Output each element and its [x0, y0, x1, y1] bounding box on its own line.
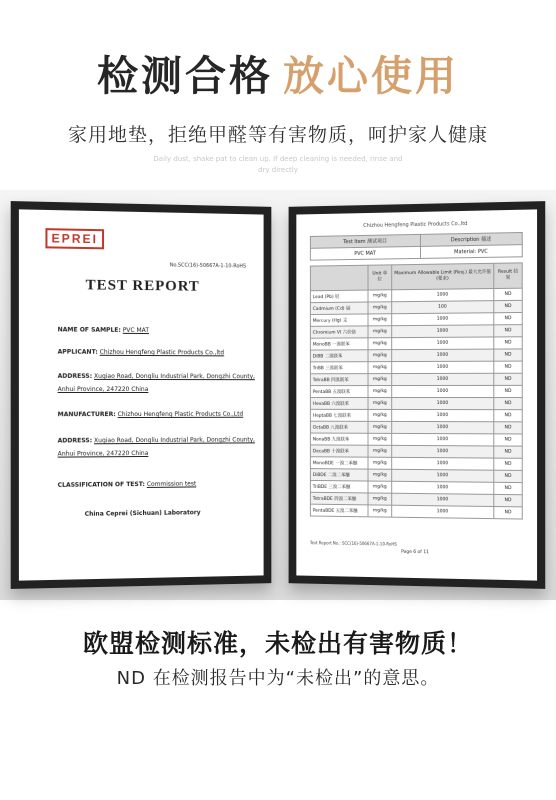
cell-result: ND: [494, 288, 522, 300]
table-row: [310, 504, 522, 519]
cell-item: HexaBB 六溴联苯: [310, 397, 368, 409]
cell-limit: 1000: [392, 325, 494, 338]
cell-limit: 1000: [392, 445, 494, 458]
cell-limit: 1000: [392, 409, 494, 421]
cell-result: ND: [494, 385, 522, 397]
cell-result: ND: [494, 373, 522, 385]
table-row: [310, 421, 522, 434]
cell-limit: 1000: [392, 337, 494, 350]
table-row: [310, 373, 522, 385]
table-row: [310, 361, 522, 374]
cell-item: DiBDE 二溴二苯醚: [310, 469, 368, 481]
table-row: [310, 337, 522, 350]
cell-limit: 1000: [392, 469, 494, 482]
cell-item: DecaBB 十溴联苯: [310, 445, 368, 457]
cell-item: Mercury (Hg) 汞: [310, 314, 368, 326]
cell-result: ND: [494, 398, 522, 410]
field-key: CLASSIFICATION OF TEST:: [57, 480, 145, 489]
cell-limit: 1000: [392, 433, 494, 446]
cell-result: ND: [494, 361, 522, 373]
report-number: No.SCC(16)-50667A-1-10-RoHS: [169, 262, 247, 270]
page-number: Page 6 of 11: [401, 549, 430, 556]
field-key: ADDRESS:: [57, 437, 93, 445]
cell-unit: mg/kg: [368, 505, 392, 517]
cell-limit: 1000: [392, 397, 494, 409]
cell-limit: 1000: [392, 385, 494, 397]
cell-item: TriBB 三溴联苯: [310, 362, 368, 374]
results-paper: [296, 209, 537, 580]
column-header: [310, 265, 368, 291]
meta-header: Test Item 测试项目: [310, 234, 420, 248]
results-table-body: [310, 288, 522, 519]
field-manufacturer: [58, 408, 256, 421]
results-meta-table: [310, 232, 523, 261]
hero-title-main: 检测合格: [97, 52, 273, 100]
meta-header: Description 描述: [420, 232, 522, 246]
field-value: Chizhou Hengfeng Plastic Products Co.,ltd: [99, 348, 225, 357]
field-sample: [58, 323, 256, 337]
field-value: Xugiao Road, Dongliu Industrial Park, Dongzhi County, Anhui Province, 247220 China: [57, 436, 255, 458]
cell-unit: mg/kg: [368, 397, 392, 409]
cell-unit: mg/kg: [368, 374, 392, 386]
cell-unit: mg/kg: [368, 314, 392, 326]
results-table: [310, 262, 523, 519]
cell-unit: mg/kg: [368, 290, 392, 302]
cell-unit: mg/kg: [368, 481, 392, 493]
field-key: APPLICANT:: [57, 348, 98, 356]
cell-result: ND: [494, 422, 522, 434]
cell-unit: mg/kg: [368, 493, 392, 505]
results-footer: Test Report No.: SCC(16)-50667A-1-10-RoHS: [309, 540, 397, 547]
field-key: MANUFACTURER:: [57, 411, 116, 419]
cell-limit: 1000: [392, 421, 494, 433]
cell-item: MonoBB 一溴联苯: [310, 338, 368, 350]
cell-result: ND: [494, 312, 522, 324]
cell-limit: 1000: [392, 493, 494, 506]
field-applicant: [58, 346, 256, 360]
field-value: Commission test: [146, 480, 197, 488]
table-row: [310, 349, 522, 362]
bottom-title: 欧盟检测标准，未检出有害物质！: [82, 629, 473, 658]
eprei-logo: EPREI: [45, 228, 104, 249]
field-classification: [58, 477, 256, 492]
cell-unit: mg/kg: [368, 338, 392, 350]
cell-item: PentaBB 五溴联苯: [310, 386, 368, 398]
cell-item: PentaBDE 五溴二苯醚: [310, 504, 368, 517]
cell-item: DiBB 二溴联苯: [310, 350, 368, 362]
results-frame: [289, 201, 546, 589]
field-address-manufacturer: [58, 433, 256, 460]
cell-limit: 1000: [392, 457, 494, 470]
column-header: Unit 单位: [368, 265, 392, 290]
hero-fine-print: Daily dust, shake pat to clean up. If deep cleaning is needed, rinse and dry directly: [153, 155, 403, 174]
cell-result: ND: [494, 434, 522, 446]
cell-unit: mg/kg: [368, 433, 392, 445]
cell-limit: 100: [392, 301, 494, 314]
cell-result: ND: [494, 300, 522, 312]
cell-unit: mg/kg: [368, 409, 392, 421]
cell-result: ND: [494, 494, 522, 506]
cell-limit: 1000: [392, 313, 494, 326]
cell-result: ND: [494, 325, 522, 337]
field-address-applicant: [58, 370, 256, 396]
cell-item: NonaBB 九溴联苯: [310, 433, 368, 445]
cell-unit: mg/kg: [368, 457, 392, 469]
meta-value: PVC MAT: [310, 246, 420, 260]
table-row: [310, 385, 522, 397]
cell-limit: 1000: [392, 505, 494, 518]
cell-unit: mg/kg: [368, 445, 392, 457]
laboratory-name: China Ceprei (Sichuan) Laboratory: [84, 509, 201, 518]
cell-item: TriBDE 三溴二苯醚: [310, 480, 368, 493]
cell-unit: mg/kg: [368, 350, 392, 362]
cell-result: ND: [494, 337, 522, 349]
bottom-subtitle: ND 在检测报告中为“未检出”的意思。: [116, 668, 440, 689]
cell-result: ND: [494, 458, 522, 470]
field-value: Xugiao Road, Dongliu Industrial Park, Dongzhi County, Anhui Province, 247220 China: [57, 372, 255, 394]
hero-title: [0, 52, 556, 101]
cell-result: ND: [494, 470, 522, 482]
cell-unit: mg/kg: [368, 421, 392, 433]
cell-unit: mg/kg: [368, 386, 392, 398]
hero-subtitle: 家用地垫，拒绝甲醛等有害物质，呵护家人健康: [67, 124, 488, 146]
cell-unit: mg/kg: [368, 362, 392, 374]
cell-result: ND: [494, 410, 522, 422]
certificate-frame: [11, 201, 272, 589]
meta-value: Material: PVC: [420, 245, 522, 259]
column-header: Maximum Allowable Limit (Req.) 最大允许值(要求): [392, 263, 494, 289]
cell-limit: 1000: [392, 373, 494, 385]
cell-item: Cadmium (Cd) 镉: [310, 302, 368, 314]
cell-result: ND: [494, 349, 522, 361]
cell-item: Lead (Pb) 铅: [310, 290, 368, 303]
table-row: [310, 409, 522, 422]
cell-unit: mg/kg: [368, 469, 392, 481]
cell-result: ND: [494, 446, 522, 458]
hero-title-accent: 放心使用: [283, 52, 459, 100]
cell-item: TetraBB 四溴联苯: [310, 374, 368, 386]
table-row: [310, 397, 522, 409]
report-title: TEST REPORT: [85, 277, 200, 295]
column-header: Result 结果: [494, 263, 522, 289]
certificate-paper: [19, 209, 264, 580]
cell-unit: mg/kg: [368, 302, 392, 314]
cell-limit: 1000: [392, 289, 494, 302]
cell-limit: 1000: [392, 361, 494, 373]
cell-limit: 1000: [392, 349, 494, 362]
cell-item: Chromium VI 六价铬: [310, 326, 368, 338]
field-key: ADDRESS:: [57, 372, 93, 380]
cell-result: ND: [494, 482, 522, 494]
results-company: Chizhou Hengfeng Plastic Products Co.,ltd: [363, 220, 468, 230]
field-value: Chizhou Hengfeng Plastic Products Co.,Ltd: [117, 410, 244, 419]
cell-item: HeptaBB 七溴联苯: [310, 409, 368, 421]
field-value: PVC MAT: [122, 326, 149, 335]
cell-item: TetraBDE 四溴二苯醚: [310, 492, 368, 505]
cell-item: MonoBDE 一溴二苯醚: [310, 457, 368, 469]
cell-item: OctaBB 八溴联苯: [310, 421, 368, 433]
cell-limit: 1000: [392, 481, 494, 494]
cell-result: ND: [494, 507, 522, 520]
cell-unit: mg/kg: [368, 326, 392, 338]
field-key: NAME OF SAMPLE:: [57, 326, 121, 334]
